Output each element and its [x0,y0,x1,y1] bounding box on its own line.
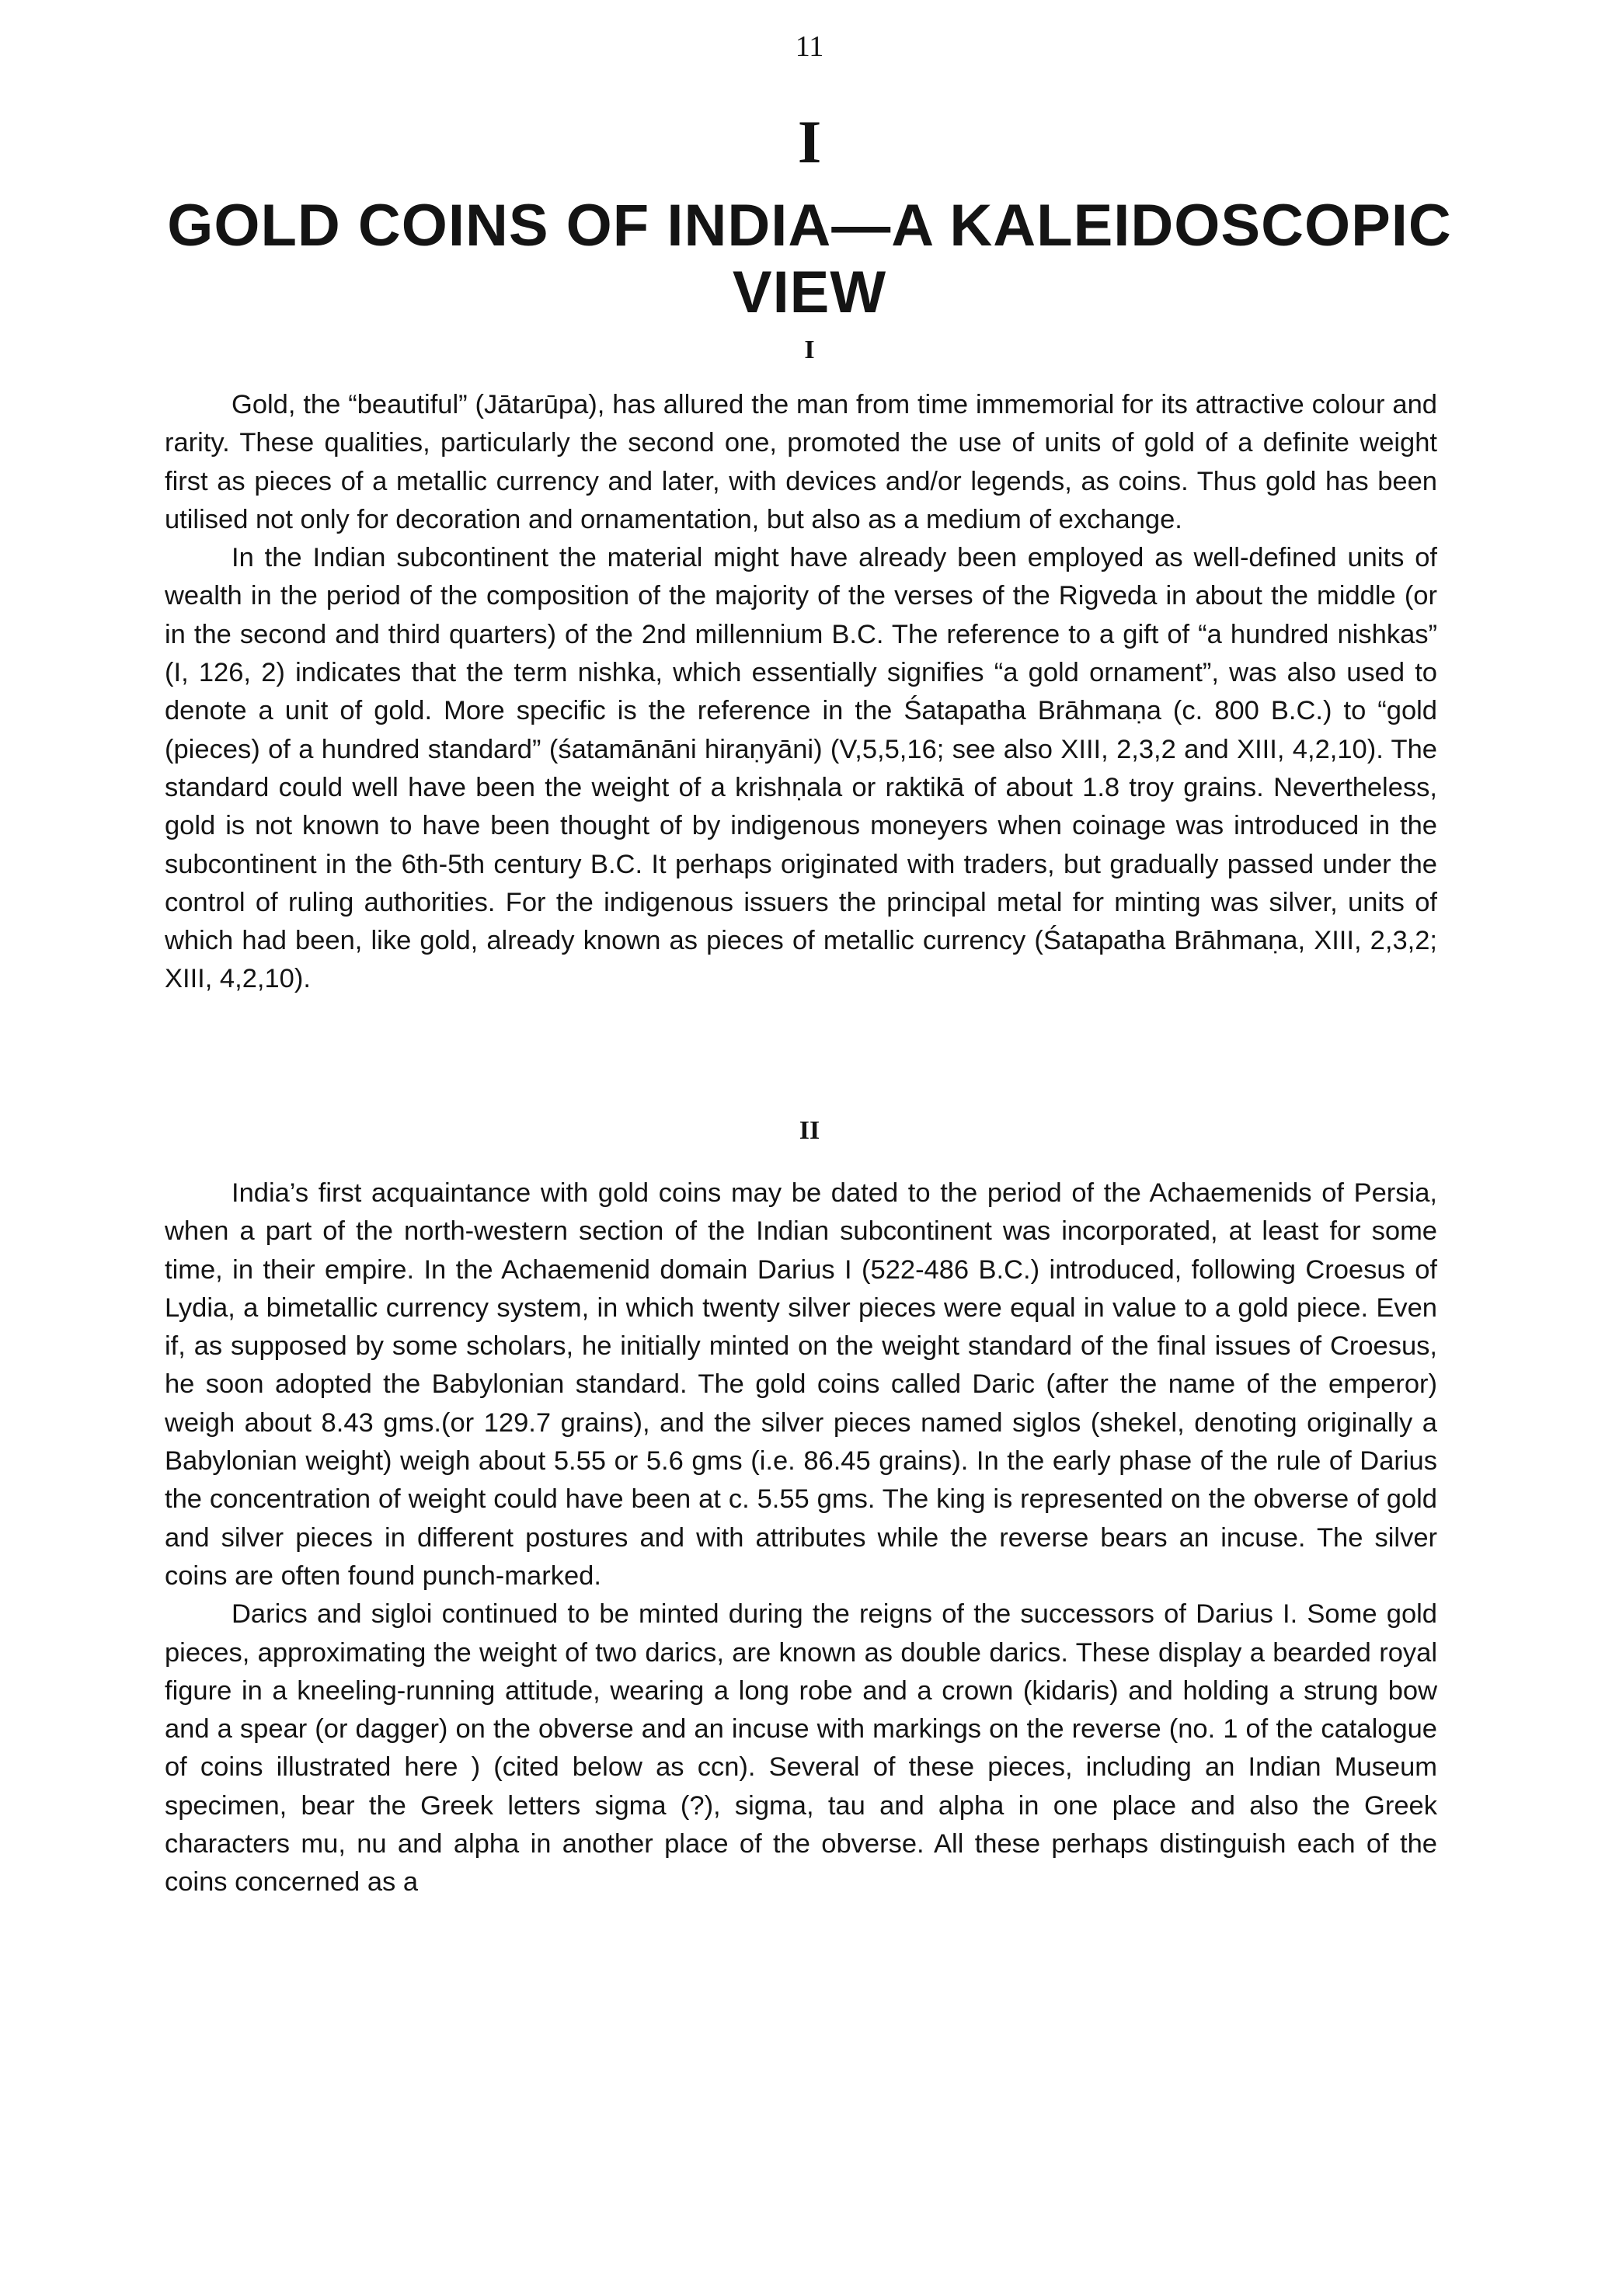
paragraph: India’s first acquaintance with gold coins may be dated to the period of the Achaemenids of Persia, when a part of the north-western section of the Indian subcontinent was incorporated, at least for some time, in their empire. In the Achaemenid domain Darius I (522-486 B.C.) introduced, following Croesus of Lydia, a bimetallic currency system, in which twenty silver pieces were equal in value to a gold piece. Even if, as supposed by some scholars, he initially minted on the weight standard of the final issues of Croesus, he soon adopted the Babylonian standard. The gold coins called Daric (after the name of the emperor) weigh about 8.43 gms.(or 129.7 grains), and the silver pieces named siglos (shekel, denoting originally a Babylonian weight) weigh about 5.55 or 5.6 gms (i.e. 86.45 grains). In the early phase of the rule of Darius the concentration of weight could have been at c. 5.55 gms. The king is represented on the obverse of gold and silver pieces in different postures and with attributes while the reverse bears an incuse. The silver coins are often found punch-marked. [165,1178,1437,1591]
chapter-title: GOLD COINS OF INDIA—A KALEIDOSCOPIC VIEW [167,193,1452,325]
chapter-numeral: I [797,108,822,176]
page-number: 11 [795,30,824,63]
section-i-body [165,386,1437,999]
section-ii-body [165,1174,1437,1902]
paragraph: In the Indian subcontinent the material might have already been employed as well-defined units of wealth in the period of the composition of the majority of the verses of the Rigveda in about the middle (or in the second and third quarters) of the 2nd millennium B.C. The reference to a gift of “a hundred nishkas” (I, 126, 2) indicates that the term nishka, which essentially signifies “a gold ornament”, was also used to denote a unit of gold. More specific is the reference in the Śatapatha Brāhmaṇa (c. 800 B.C.) to “gold (pieces) of a hundred standard” (śatamānāni hiraṇyāni) (V,5,5,16; see also XIII, 2,3,2 and XIII, 4,2,10). The standard could well have been the weight of a krishṇala or raktikā of about 1.8 troy grains. Nevertheless, gold is not known to have been thought of by indigenous moneyers when coinage was introduced in the subcontinent in the 6th-5th century B.C. It perhaps originated with traders, but gradually passed under the control of ruling authorities. For the indigenous issuers the principal metal for minting was silver, units of which had been, like gold, already known as pieces of metallic currency (Śatapatha Brāhmaṇa, XIII, 2,3,2; XIII, 4,2,10). [165,543,1437,994]
section-heading-ii: II [799,1116,820,1145]
paragraph: Darics and sigloi continued to be minted during the reigns of the successors of Darius I. Some gold pieces, approximating the weight of two darics, are known as double darics. These display a bearded royal figure in a kneeling-running attitude, wearing a long robe and a crown (kidaris) and holding a strung bow and a spear (or dagger) on the obverse and an incuse with markings on the reverse (no. 1 of the catalogue of coins illustrated here ) (cited below as ccn). Several of these pieces, including an Indian Museum specimen, bear the Greek letters sigma (?), sigma, tau and alpha in one place and also the Greek characters mu, nu and alpha in another place of the obverse. All these perhaps distinguish each of the coins concerned as a [165,1599,1437,1898]
paragraph: Gold, the “beautiful” (Jātarūpa), has allured the man from time immemorial for its attractive colour and rarity. These qualities, particularly the second one, promoted the use of units of gold of a definite weight first as pieces of a metallic currency and later, with devices and/or legends, as coins. Thus gold has been utilised not only for decoration and ornamentation, but also as a medium of exchange. [165,390,1437,534]
section-heading-i: I [804,336,815,364]
